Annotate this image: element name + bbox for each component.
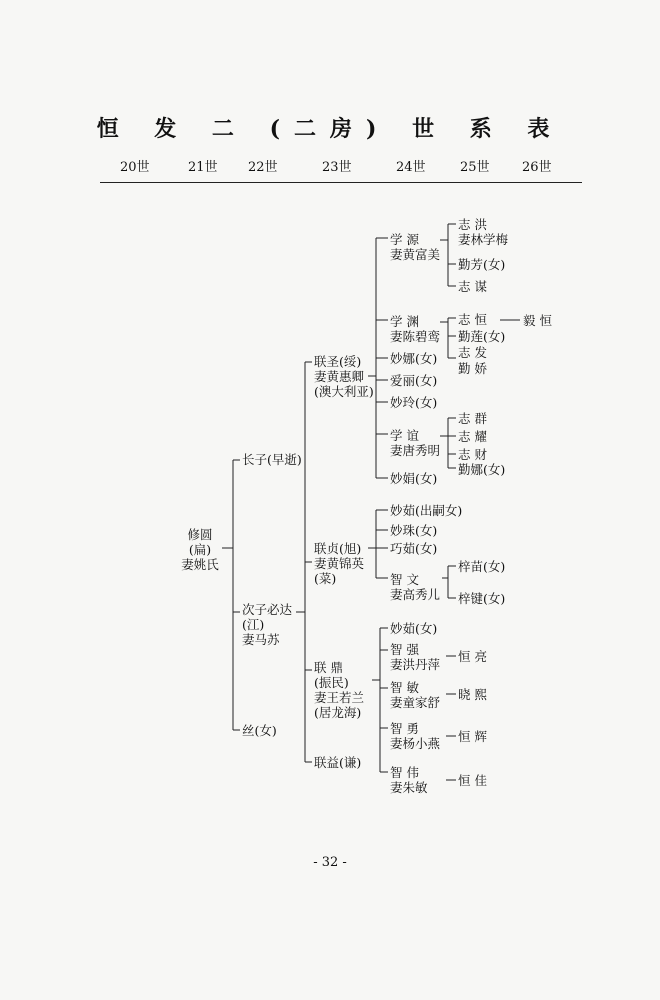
- person-zhiqiang: 智 强 妻洪丹萍: [390, 642, 441, 672]
- person-lianzhen: 联贞(旭) 妻黄锦英 (菜): [314, 541, 365, 586]
- person-zimiao: 梓苗(女): [458, 559, 506, 574]
- person-hengjia: 恒 佳: [458, 773, 487, 788]
- person-xiuyuan: 修圆 (扁) 妻姚氏: [181, 527, 219, 572]
- person-cizi-bida: 次子必达 (江) 妻马苏: [242, 602, 293, 647]
- person-qiaoru: 巧茹(女): [390, 541, 438, 556]
- person-qinjiao: 勤 娇: [458, 361, 487, 376]
- gen-header-26: 26世: [522, 160, 552, 175]
- person-zhihong: 志 洪 妻林学梅: [458, 217, 509, 247]
- person-xiaoxi: 晓 熙: [458, 687, 487, 702]
- page-number: - 32 -: [313, 855, 347, 870]
- person-qinlian: 勤莲(女): [458, 329, 506, 344]
- person-zhiyong: 智 勇 妻杨小燕: [390, 721, 441, 751]
- person-miaoru-adopted: 妙茹(出嗣女): [390, 503, 463, 518]
- person-zhiheng: 志 恒: [458, 312, 487, 327]
- person-miaojuan: 妙娟(女): [390, 471, 438, 486]
- gen-header-23: 23世: [322, 160, 352, 175]
- person-zhiyao: 志 耀: [458, 429, 487, 444]
- person-miaoru: 妙茹(女): [390, 621, 438, 636]
- person-qinna: 勤娜(女): [458, 462, 506, 477]
- person-zhiwei: 智 伟 妻朱敏: [390, 765, 428, 795]
- person-zhiwen: 智 文 妻高秀儿: [390, 572, 441, 602]
- page-title: 恒 发 二 (二房) 世 系 表: [96, 116, 564, 142]
- person-aili: 爱丽(女): [390, 373, 438, 388]
- person-henghui: 恒 辉: [458, 729, 487, 744]
- person-zhifa: 志 发: [458, 345, 487, 360]
- person-yiheng: 毅 恒: [523, 313, 552, 328]
- person-miaoling: 妙玲(女): [390, 395, 438, 410]
- person-miaona: 妙娜(女): [390, 351, 438, 366]
- person-qinfang: 勤芳(女): [458, 257, 506, 272]
- gen-header-25: 25世: [460, 160, 490, 175]
- person-liansheng: 联圣(绥) 妻黄惠卿 (澳大利亚): [314, 354, 374, 399]
- person-xueyuan: 学 源 妻黄富美: [390, 232, 441, 262]
- person-xueyi: 学 谊 妻唐秀明: [390, 428, 441, 458]
- person-xueyuan2: 学 渊 妻陈碧鸾: [390, 314, 441, 344]
- person-liandding: 联 鼎 (振民) 妻王若兰 (居龙海): [314, 660, 365, 720]
- person-miaozhu: 妙珠(女): [390, 523, 438, 538]
- person-si: 丝(女): [242, 723, 277, 738]
- person-zijian: 梓键(女): [458, 591, 506, 606]
- person-zhicai: 志 财: [458, 447, 487, 462]
- gen-header-20: 20世: [120, 160, 150, 175]
- person-zhiqun: 志 群: [458, 411, 487, 426]
- person-zhimou: 志 谋: [458, 279, 487, 294]
- person-lianyi: 联益(谦): [314, 755, 362, 770]
- person-zhangzi: 长子(早逝): [242, 452, 302, 467]
- gen-header-22: 22世: [248, 160, 278, 175]
- person-zhimin: 智 敏 妻童家舒: [390, 680, 441, 710]
- gen-header-24: 24世: [396, 160, 426, 175]
- gen-header-21: 21世: [188, 160, 218, 175]
- person-hengliang: 恒 亮: [458, 649, 487, 664]
